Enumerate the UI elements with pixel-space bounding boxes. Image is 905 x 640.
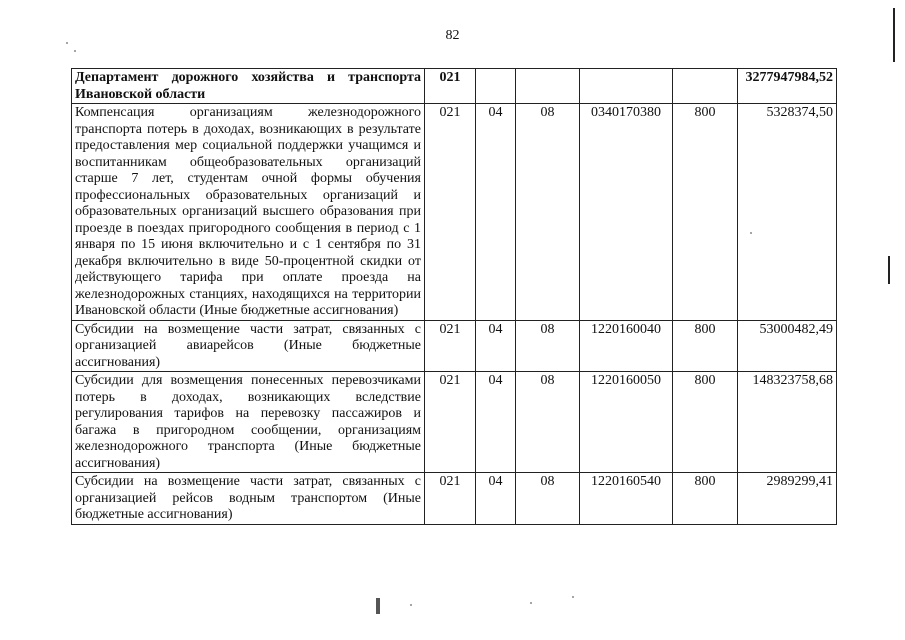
cell-gr: 021 bbox=[425, 104, 476, 321]
row-description: Субсидии на возмещение части затрат, связанных с организацией рейсов водным транспортом (Иные бюджетные ассигнования) bbox=[72, 473, 425, 525]
row-description: Компенсация организациям железнодорожного транспорта потерь в доходах, возникающих в результате предоставления мер социальной поддержки учащимся и воспитанникам общеобразовательных организаций старше 7 лет, студентам очной формы обучения профессиональных образовательных организаций и образовательных организаций высшего образования при проезде в поездах пригородного сообщения в период с 1 января по 15 июня включительно и с 1 сентября по 31 декабря включительно в виде 50-процентной скидки от действующего тарифа при оплате проезда на железнодорожных станциях, находящихся на территории Ивановской области (Иные бюджетные ассигнования) bbox=[72, 104, 425, 321]
cell-pr: 08 bbox=[516, 372, 580, 473]
cell-csr: 0340170380 bbox=[580, 104, 673, 321]
budget-table bbox=[71, 68, 837, 525]
cell-amount: 3277947984,52 bbox=[738, 69, 837, 104]
scan-speck bbox=[410, 604, 412, 606]
cell-rz: 04 bbox=[476, 372, 516, 473]
cell-amount: 53000482,49 bbox=[738, 320, 837, 372]
cell-csr: 1220160050 bbox=[580, 372, 673, 473]
cell-rz: 04 bbox=[476, 104, 516, 321]
scan-edge-mark bbox=[893, 8, 895, 62]
cell-pr: 08 bbox=[516, 104, 580, 321]
cell-csr bbox=[580, 69, 673, 104]
page-number: 82 bbox=[445, 28, 460, 43]
cell-pr: 08 bbox=[516, 320, 580, 372]
cell-rz: 04 bbox=[476, 320, 516, 372]
department-name: Департамент дорожного хозяйства и транспорта Ивановской области bbox=[72, 69, 425, 104]
row-description: Субсидии на возмещение части затрат, связанных с организацией авиарейсов (Иные бюджетные ассигнования) bbox=[72, 320, 425, 372]
cell-pr: 08 bbox=[516, 473, 580, 525]
cell-rz: 04 bbox=[476, 473, 516, 525]
cell-rz bbox=[476, 69, 516, 104]
cell-amount: 148323758,68 bbox=[738, 372, 837, 473]
department-row bbox=[72, 69, 837, 104]
cell-amount: 5328374,50 bbox=[738, 104, 837, 321]
cell-vr bbox=[673, 69, 738, 104]
cell-csr: 1220160540 bbox=[580, 473, 673, 525]
cell-vr: 800 bbox=[673, 473, 738, 525]
cell-csr: 1220160040 bbox=[580, 320, 673, 372]
table-row bbox=[72, 104, 837, 321]
cell-amount: 2989299,41 bbox=[738, 473, 837, 525]
scan-speck bbox=[66, 42, 68, 44]
table-row bbox=[72, 372, 837, 473]
cell-gr: 021 bbox=[425, 372, 476, 473]
scan-speck bbox=[74, 50, 76, 52]
cell-gr: 021 bbox=[425, 473, 476, 525]
scan-speck bbox=[572, 596, 574, 598]
scan-speck bbox=[750, 232, 752, 234]
scan-speck bbox=[530, 602, 532, 604]
cell-vr: 800 bbox=[673, 104, 738, 321]
cell-pr bbox=[516, 69, 580, 104]
table-row bbox=[72, 320, 837, 372]
table-row bbox=[72, 473, 837, 525]
cell-vr: 800 bbox=[673, 372, 738, 473]
scan-edge-mark bbox=[888, 256, 890, 284]
cell-gr: 021 bbox=[425, 320, 476, 372]
cell-gr: 021 bbox=[425, 69, 476, 104]
cell-vr: 800 bbox=[673, 320, 738, 372]
row-description: Субсидии для возмещения понесенных перевозчиками потерь в доходах, возникающих вследствие регулирования тарифов на перевозку пассажиров и багажа в пригородном сообщении, организациям железнодорожного транспорта (Иные бюджетные ассигнования) bbox=[72, 372, 425, 473]
scan-smudge bbox=[376, 598, 380, 614]
